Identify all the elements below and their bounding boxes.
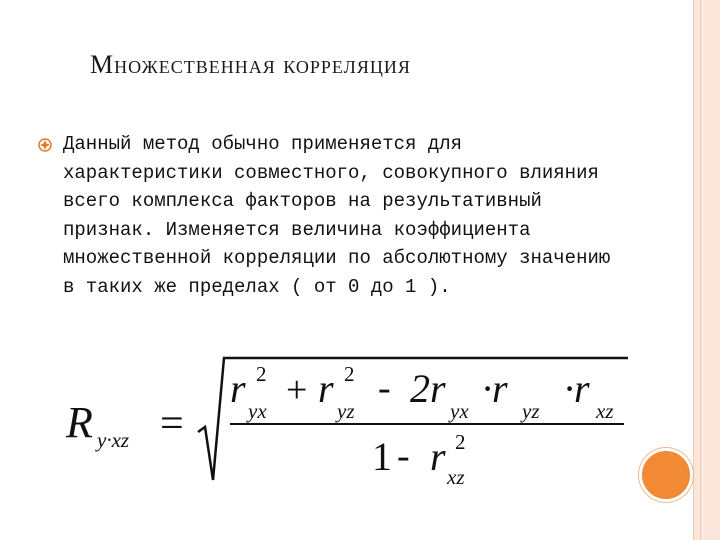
formula-equals: = <box>160 401 184 447</box>
num-dot2-sub: xz <box>596 399 614 423</box>
num-r2: r <box>318 366 334 411</box>
num-r1: r <box>230 366 246 411</box>
den-r-sup: 2 <box>455 430 466 454</box>
num-coef: 2r <box>410 366 446 411</box>
bullet-text: Данный метод обычно применяется для характеристики совместного, совокупного влияния всего комплекса факторов на результативный признак. Изменяется величина коэффициента множественной корреляции по абсолютному значению в таких же пределах ( от 0 до 1 ). <box>63 133 611 298</box>
den-minus: - <box>397 435 410 477</box>
num-r2-sub: yz <box>337 399 355 423</box>
den-one: 1 <box>372 434 392 479</box>
num-minus: - <box>378 367 391 409</box>
num-r1-sub: yx <box>248 399 267 423</box>
num-dot1: ·r <box>482 366 508 411</box>
den-r: r <box>430 434 446 479</box>
formula-R: R <box>66 398 93 447</box>
num-plus: + <box>286 369 308 411</box>
num-r1-sup: 2 <box>256 362 267 386</box>
den-r-sub: xz <box>447 465 465 489</box>
num-dot1-sub: yz <box>522 399 540 423</box>
decorative-orange-circle <box>639 448 693 502</box>
formula-R-sub: y·xz <box>97 428 130 452</box>
num-coef-sub: yx <box>450 399 469 423</box>
num-r2-sup: 2 <box>344 362 355 386</box>
num-dot2: ·r <box>564 366 590 411</box>
slide-title: Множественная корреляция <box>90 50 411 79</box>
